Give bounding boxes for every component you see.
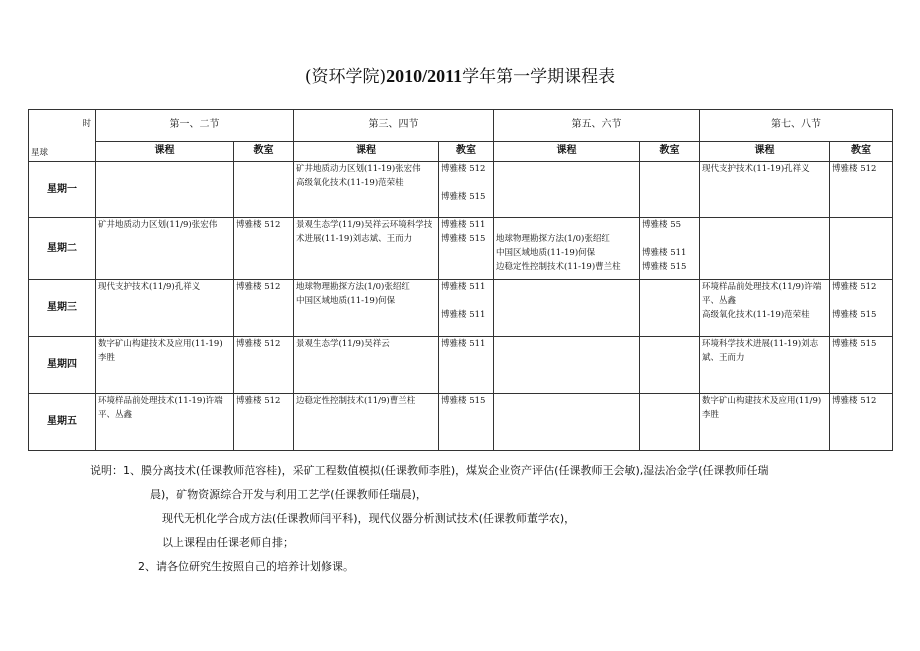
course-cell (96, 218, 234, 280)
table-row (29, 218, 893, 280)
header-row-periods (29, 110, 893, 142)
room-entry: 博雅楼 511 (441, 339, 486, 349)
course-cell (700, 162, 830, 218)
room-cell (439, 280, 494, 337)
room-cell (234, 337, 294, 394)
course-cell (700, 394, 830, 451)
note-line: 晨)，矿物资源综合开发与利用工艺学(任课教师任瑞晨)， (150, 488, 427, 501)
room-cell (439, 162, 494, 218)
course-entry: 现代支护技术(11-19)孔祥义 (702, 164, 810, 174)
room-cell (234, 280, 294, 337)
course-cell (494, 218, 640, 280)
period-header-1: 第一、二节 (96, 110, 294, 142)
room-entry: 博雅楼 512 (236, 339, 281, 349)
course-cell (494, 280, 640, 337)
room-cell (640, 394, 700, 451)
title-years: 2010/2011 (386, 66, 463, 86)
course-cell (294, 218, 439, 280)
room-entry: 博雅楼 515 (832, 310, 877, 320)
room-entry: 博雅楼 511 (441, 282, 486, 292)
note-line: 现代无机化学合成方法(任课教师闫平科)，现代仪器分析测试技术(任课教师董学农)， (162, 512, 576, 525)
room-header: 教室 (439, 141, 494, 161)
course-entry: 现代支护技术(11/9)孔祥义 (98, 282, 201, 292)
course-entry: 矿井地质动力区划(11/9)张宏伟 (98, 220, 218, 230)
table-row (29, 394, 893, 451)
room-cell (830, 337, 893, 394)
room-entry: 博雅楼 512 (236, 282, 281, 292)
course-cell (294, 337, 439, 394)
title-prefix: (资环学院) (304, 67, 387, 87)
course-cell (294, 280, 439, 337)
day-label: 星期五 (29, 394, 96, 451)
course-cell (294, 162, 439, 218)
course-entry: 中国区域地质(11-19)何保 (296, 296, 396, 306)
course-entry: 矿井地质动力区划(11-19)张宏伟 (296, 164, 421, 174)
table-row (29, 280, 893, 337)
course-entry: 地球物理勘探方法(1/0)张绍红 (296, 282, 410, 292)
header-row-sub (29, 141, 893, 161)
course-entry: 环境样品前处理技术(11/9)许端平、丛鑫 (702, 282, 822, 306)
day-label: 星期四 (29, 337, 96, 394)
room-header: 教室 (234, 141, 294, 161)
room-cell (640, 337, 700, 394)
note-line: 说明：1、膜分离技术(任课教师范容桂)，采矿工程数值模拟(任课教师李胜)，煤炭企业资产评估(任课教师王会敏),湿法冶金学(任课教师任瑞 (90, 464, 769, 477)
course-entry: 地球物理勘探方法(1/0)张绍红 (496, 234, 610, 244)
page-title (0, 62, 920, 87)
course-entry: 环境科学技术进展(11-19)刘志斌、王而力 (702, 339, 819, 363)
course-cell (96, 394, 234, 451)
room-entry: 博雅楼 511 (642, 248, 687, 258)
course-header: 课程 (700, 141, 830, 161)
room-cell (640, 162, 700, 218)
title-suffix: 学年第一学期课程表 (462, 67, 616, 87)
room-entry: 博雅楼 512 (441, 164, 486, 174)
room-entry: 博雅楼 512 (832, 164, 877, 174)
course-cell (294, 394, 439, 451)
course-cell (494, 337, 640, 394)
room-cell (234, 162, 294, 218)
course-entry: 边稳定性控制技术(11-19)曹兰柱 (496, 262, 621, 272)
course-header: 课程 (494, 141, 640, 161)
period-header-3: 第五、六节 (494, 110, 700, 142)
note-line: 2、请各位研究生按照自己的培养计划修课。 (138, 560, 354, 573)
course-cell (700, 280, 830, 337)
room-entry: 博雅楼 515 (441, 396, 486, 406)
course-cell (96, 280, 234, 337)
room-cell (234, 218, 294, 280)
note-line: 以上课程由任课老师自排； (162, 536, 294, 549)
day-label: 星期一 (29, 162, 96, 218)
course-header: 课程 (96, 141, 234, 161)
course-entry: 高级氧化技术(11-19)范荣桂 (702, 310, 810, 320)
schedule-table (28, 109, 893, 451)
room-entry: 博雅楼 511 (441, 310, 486, 320)
room-entry: 博雅楼 515 (441, 192, 486, 202)
corner-cell (29, 110, 96, 162)
period-header-2: 第三、四节 (294, 110, 494, 142)
room-entry: 博雅楼 512 (832, 396, 877, 406)
room-cell (830, 394, 893, 451)
course-entry: 数字矿山构建技术及应用(11/9)李胜 (702, 396, 822, 420)
corner-time-label: 时 (82, 119, 91, 129)
room-entry: 博雅楼 515 (832, 339, 877, 349)
table-row (29, 162, 893, 218)
room-cell (640, 280, 700, 337)
period-header-4: 第七、八节 (700, 110, 893, 142)
course-entry: 数字矿山构建技术及应用(11-19)李胜 (98, 339, 223, 363)
course-entry: 边稳定性控制技术(11/9)曹兰柱 (296, 396, 416, 406)
room-entry: 博雅楼 515 (441, 234, 486, 244)
room-entry: 博雅楼 512 (236, 396, 281, 406)
room-cell (439, 394, 494, 451)
room-entry: 博雅楼 512 (832, 282, 877, 292)
room-header: 教室 (640, 141, 700, 161)
day-label: 星期三 (29, 280, 96, 337)
room-cell (439, 337, 494, 394)
room-entry: 博雅楼 512 (236, 220, 281, 230)
table-row (29, 337, 893, 394)
day-label: 星期二 (29, 218, 96, 280)
room-cell (439, 218, 494, 280)
course-cell (96, 337, 234, 394)
course-entry: 景观生态学(11/9)吴祥云环境科学技术进展(11-19)刘志斌、王而力 (296, 220, 433, 244)
room-cell (830, 280, 893, 337)
course-cell (700, 218, 830, 280)
course-header: 课程 (294, 141, 439, 161)
course-entry: 环境样品前处理技术(11-19)许端平、丛鑫 (98, 396, 223, 420)
course-entry: 高级氧化技术(11-19)范荣桂 (296, 178, 404, 188)
room-header: 教室 (830, 141, 893, 161)
notes-section (90, 459, 890, 579)
room-cell (234, 394, 294, 451)
course-cell (96, 162, 234, 218)
course-cell (700, 337, 830, 394)
course-cell (494, 162, 640, 218)
course-cell (494, 394, 640, 451)
corner-day-label: 星球 (31, 148, 49, 158)
room-entry: 博雅楼 55 (642, 220, 682, 230)
room-entry: 博雅楼 511 (441, 220, 486, 230)
room-entry: 博雅楼 515 (642, 262, 687, 272)
room-cell (830, 162, 893, 218)
course-entry: 中国区域地质(11-19)何保 (496, 248, 596, 258)
course-entry: 景观生态学(11/9)吴祥云 (296, 339, 390, 349)
room-cell (830, 218, 893, 280)
room-cell (640, 218, 700, 280)
